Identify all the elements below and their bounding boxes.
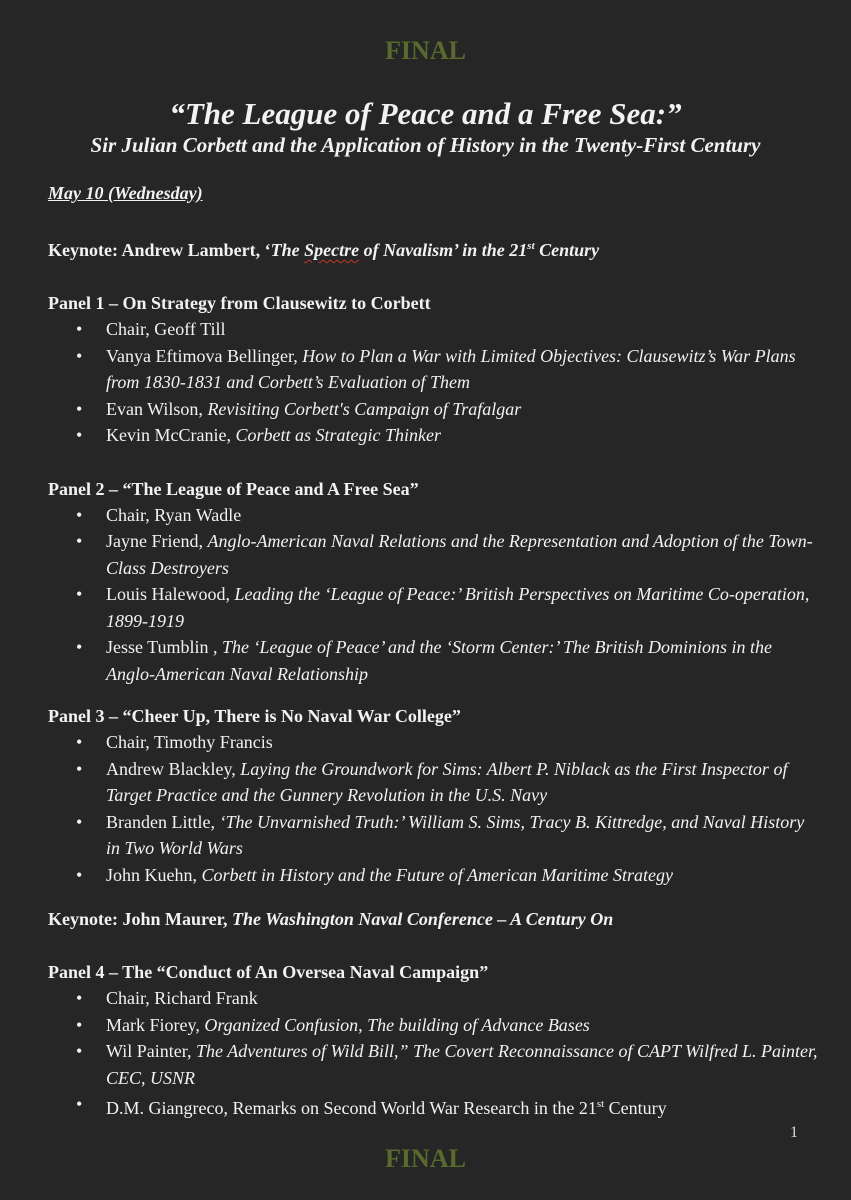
list-item: • Evan Wilson, Revisiting Corbett's Campaign of Trafalgar	[76, 398, 522, 419]
panel-2-heading: Panel 2 – “The League of Peace and A Free Sea”	[48, 478, 419, 499]
keynote-2: Keynote: John Maurer, The Washington Naval Conference – A Century On	[48, 909, 614, 929]
list-item: • Chair, Richard Frank	[76, 988, 258, 1008]
list-item: • Louis Halewood, Leading the ‘League of Peace:’ British Perspectives on Maritime Co-operation, 1899-1919	[76, 584, 810, 631]
list-item: • Chair, Timothy Francis	[76, 732, 273, 752]
program-body	[48, 180, 818, 1122]
session-date: May 10 (Wednesday)	[48, 183, 203, 203]
panel-3-heading: Panel 3 – “Cheer Up, There is No Naval War College”	[48, 706, 461, 726]
list-item: • Andrew Blackley, Laying the Groundwork for Sims: Albert P. Niblack as the First Inspector of Target Practice and the Gunnery Revolution in the U.S. Navy	[76, 758, 788, 805]
list-item: • Wil Painter, The Adventures of Wild Bill,” The Covert Reconnaissance of CAPT Wilfred L. Painter, CEC, USNR	[76, 1041, 818, 1088]
list-item: • Branden Little, ‘The Unvarnished Truth:’ William S. Sims, Tracy B. Kittredge, and Naval History in Two World Wars	[76, 811, 805, 858]
list-item: • Chair, Geoff Till	[76, 319, 226, 339]
list-item: • Kevin McCranie, Corbett as Strategic Thinker	[76, 425, 441, 445]
list-item: • Chair, Ryan Wadle	[76, 504, 242, 525]
panel-1-list	[48, 316, 818, 449]
list-item: • Vanya Eftimova Bellinger, How to Plan a War with Limited Objectives: Clausewitz’s War Plans from 1830-1831 and Corbett’s Evaluation of Them	[76, 345, 796, 392]
panel-1-heading: Panel 1 – On Strategy from Clausewitz to Corbett	[48, 293, 431, 313]
panel-2-list	[48, 502, 818, 688]
panel-4-list	[48, 985, 818, 1122]
document-title: “The League of Peace and a Free Sea:”	[169, 96, 682, 131]
page-number: 1	[790, 1124, 798, 1141]
panel-4-heading: Panel 4 – The “Conduct of An Oversea Naval Campaign”	[48, 962, 489, 982]
final-label-bottom: FINAL	[385, 1144, 466, 1173]
list-item: • D.M. Giangreco, Remarks on Second World War Research in the 21st Century	[76, 1094, 667, 1118]
list-item: • Mark Fiorey, Organized Confusion, The building of Advance Bases	[76, 1014, 590, 1035]
final-label-top: FINAL	[385, 36, 466, 65]
panel-3-list	[48, 729, 818, 888]
document-subtitle: Sir Julian Corbett and the Application of History in the Twenty-First Century	[90, 133, 761, 157]
keynote-1: Keynote: Andrew Lambert, ‘The Spectre of Navalism’ in the 21st Century	[48, 240, 600, 260]
list-item: • Jesse Tumblin , The ‘League of Peace’ and the ‘Storm Center:’ The British Dominions in the Anglo-American Naval Relationship	[76, 637, 772, 684]
list-item: • John Kuehn, Corbett in History and the Future of American Maritime Strategy	[76, 864, 673, 885]
list-item: • Jayne Friend, Anglo-American Naval Relations and the Representation and Adoption of the Town-Class Destroyers	[76, 531, 813, 578]
